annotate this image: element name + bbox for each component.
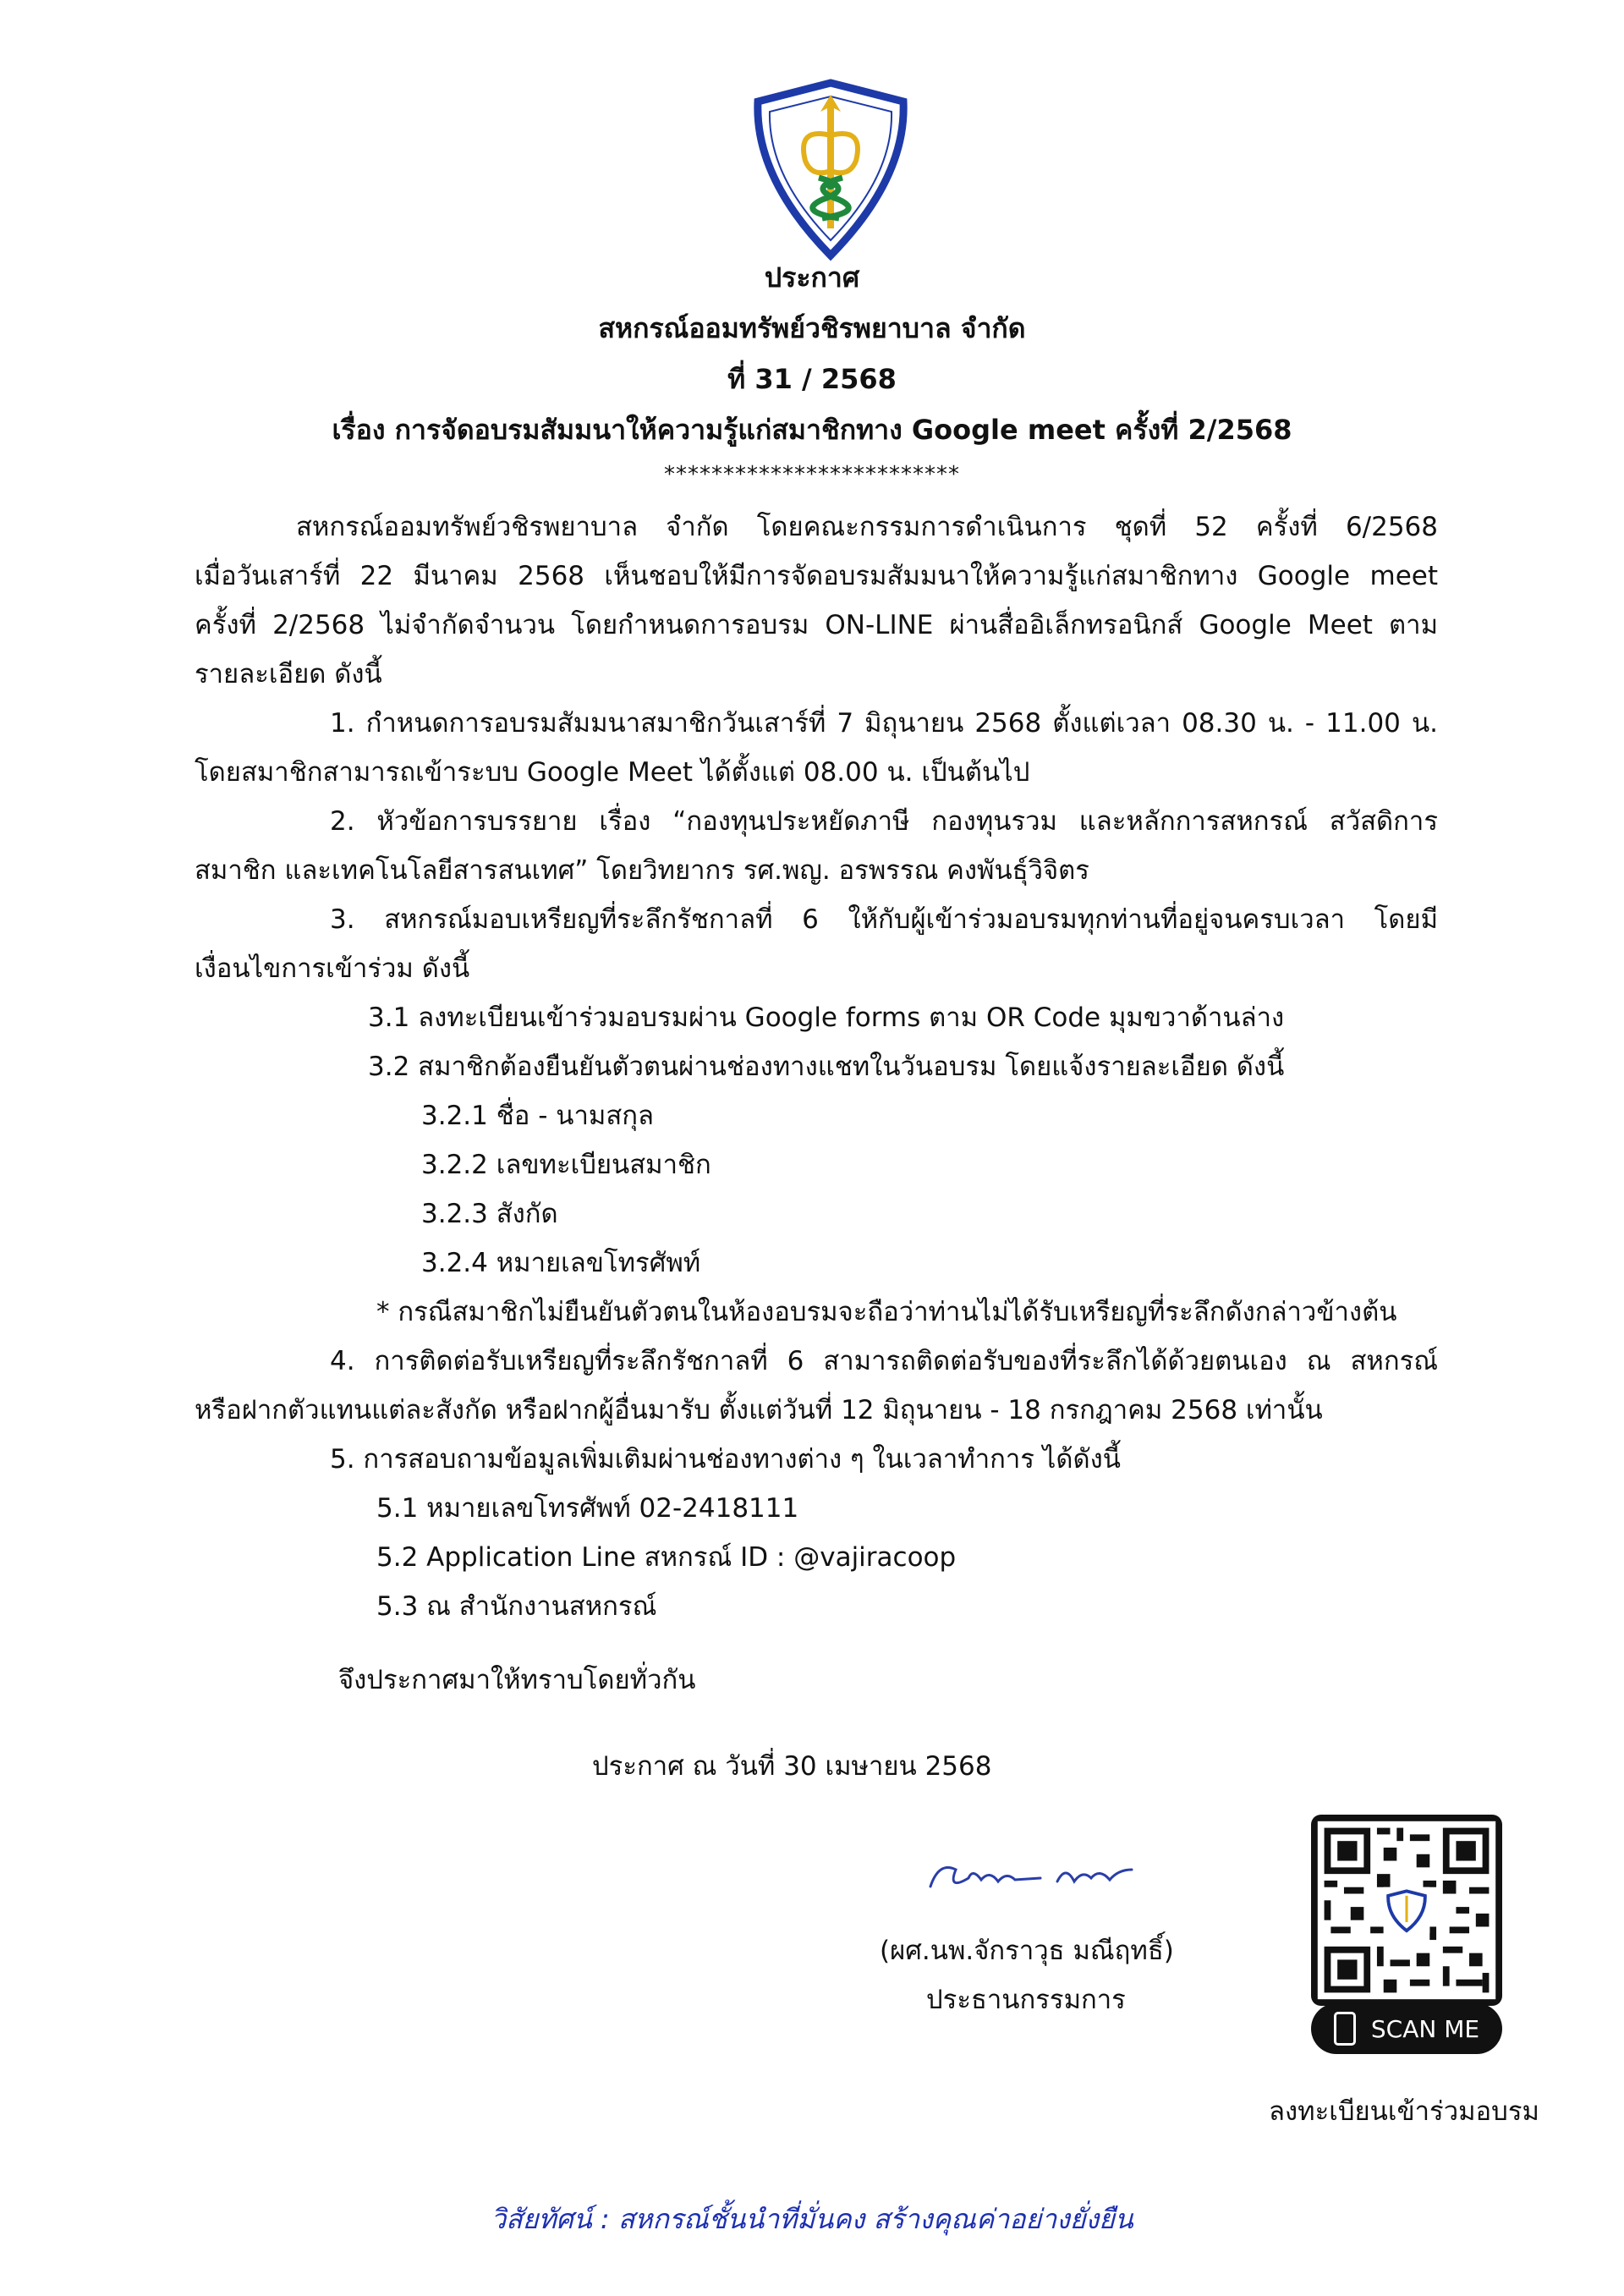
item-3-2-4: 3.2.4 หมายเลขโทรศัพท์: [421, 1248, 701, 1278]
item-1-line-2: โดยสมาชิกสามารถเข้าระบบ Google Meet ได้ตั้งแต่ 08.00 น. เป็นต้นไป: [195, 757, 1030, 788]
signer-position: ประธานกรรมการ: [926, 1985, 1126, 2015]
item-3-line-2: เงื่อนไขการเข้าร่วม ดังนี้: [195, 953, 470, 984]
item-4-line-1: 4. การติดต่อรับเหรียญที่ระลึกรัชกาลที่ 6 สามารถติดต่อรับของที่ระลึกได้ด้วยตนเอง ณ สหกรณ์: [330, 1346, 1438, 1376]
item-5-1: 5.1 หมายเลขโทรศัพท์ 02-2418111: [376, 1493, 799, 1524]
item-1-line-1: 1. กำหนดการอบรมสัมมนาสมาชิกวันเสาร์ที่ 7 มิถุนายน 2568 ตั้งแต่เวลา 08.30 น. - 11.00 น.: [330, 708, 1438, 739]
intro-line-4: รายละเอียด ดังนี้: [195, 659, 382, 689]
item-3-line-1: 3. สหกรณ์มอบเหรียญที่ระลึกรัชกาลที่ 6 ให้กับผู้เข้าร่วมอบรมทุกท่านที่อยู่จนครบเวลา โดยมี: [330, 904, 1438, 935]
signature-image: [922, 1844, 1142, 1903]
scan-me-label: SCAN ME: [1370, 2014, 1480, 2043]
item-5: 5. การสอบถามข้อมูลเพิ่มเติมผ่านช่องทางต่าง ๆ ในเวลาทำการ ได้ดังนี้: [330, 1444, 1121, 1475]
vision-statement: วิสัยทัศน์ : สหกรณ์ชั้นนำที่มั่นคง สร้างคุณค่าอย่างยั่งยืน: [491, 2203, 1133, 2235]
intro-line-3: ครั้งที่ 2/2568 ไม่จำกัดจำนวน โดยกำหนดการอบรม ON-LINE ผ่านสื่ออิเล็กทรอนิกส์ Google Meet ตาม: [195, 610, 1438, 640]
item-2-line-2: สมาชิก และเทคโนโลยีสารสนเทศ” โดยวิทยากร รศ.พญ. อรพรรณ คงพันธุ์วิจิตร: [195, 855, 1089, 886]
intro-line-1: สหกรณ์ออมทรัพย์วชิรพยาบาล จำกัด โดยคณะกรรมการดำเนินการ ชุดที่ 52 ครั้งที่ 6/2568: [296, 512, 1438, 542]
announcement-body: [195, 503, 1438, 1631]
item-2-line-1: 2. หัวข้อการบรรยาย เรื่อง “กองทุนประหยัดภาษี กองทุนรวม และหลักการสหกรณ์ สวัสดิการ: [330, 806, 1438, 837]
separator: *************************: [664, 462, 960, 487]
announcement-date: ประกาศ ณ วันที่ 30 เมษายน 2568: [592, 1751, 992, 1782]
cooperative-logo: [746, 76, 915, 262]
item-3-2-3: 3.2.3 สังกัด: [421, 1199, 558, 1229]
scan-me-badge: [1311, 2003, 1502, 2054]
registration-qr-code[interactable]: [1311, 1815, 1502, 2006]
signer-name: (ผศ.นพ.จักราวุธ มณีฤทธิ์): [880, 1936, 1174, 1966]
organization-name: สหกรณ์ออมทรัพย์วชิรพยาบาล จำกัด: [598, 312, 1026, 344]
item-4-line-2: หรือฝากตัวแทนแต่ละสังกัด หรือฝากผู้อื่นมารับ ตั้งแต่วันที่ 12 มิถุนายน - 18 กรกฎาคม 2568 เท่านั้น: [195, 1395, 1323, 1425]
announcement-title: ประกาศ: [764, 261, 860, 294]
closing-text: จึงประกาศมาให้ทราบโดยทั่วกัน: [338, 1665, 696, 1695]
note-text: * กรณีสมาชิกไม่ยืนยันตัวตนในห้องอบรมจะถือว่าท่านไม่ได้รับเหรียญที่ระลึกดังกล่าวข้างต้น: [376, 1297, 1397, 1327]
item-5-2: 5.2 Application Line สหกรณ์ ID : @vajiracoop: [376, 1542, 957, 1573]
announcement-subject: เรื่อง การจัดอบรมสัมมนาให้ความรู้แก่สมาชิกทาง Google meet ครั้งที่ 2/2568: [332, 414, 1292, 446]
qr-caption: ลงทะเบียนเข้าร่วมอบรม: [1269, 2096, 1539, 2127]
phone-icon: [1334, 2012, 1356, 2046]
item-3-2: 3.2 สมาชิกต้องยืนยันตัวตนผ่านช่องทางแชทในวันอบรม โดยแจ้งรายละเอียด ดังนี้: [368, 1052, 1285, 1082]
item-5-3: 5.3 ณ สำนักงานสหกรณ์: [376, 1591, 657, 1622]
intro-line-2: เมื่อวันเสาร์ที่ 22 มีนาคม 2568 เห็นชอบให้มีการจัดอบรมสัมมนาให้ความรู้แก่สมาชิกทาง Google meet: [195, 561, 1438, 591]
announcement-number: ที่ 31 / 2568: [727, 363, 897, 395]
item-3-2-1: 3.2.1 ชื่อ - นามสกุล: [421, 1101, 655, 1131]
item-3-1: 3.1 ลงทะเบียนเข้าร่วมอบรมผ่าน Google forms ตาม OR Code มุมขวาด้านล่าง: [368, 1002, 1285, 1033]
item-3-2-2: 3.2.2 เลขทะเบียนสมาชิก: [421, 1150, 711, 1180]
